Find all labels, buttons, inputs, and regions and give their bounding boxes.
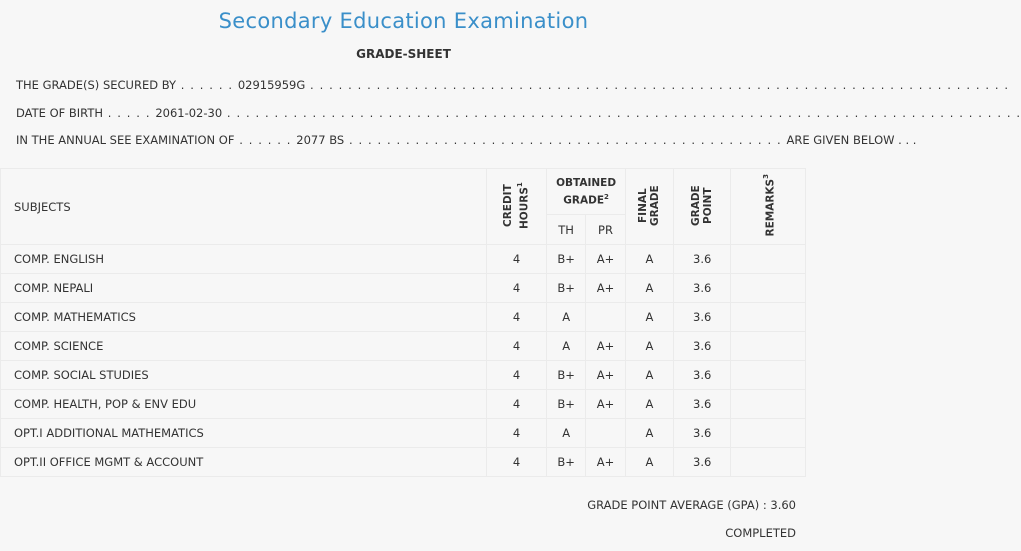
subject-cell: COMP. HEALTH, POP & ENV EDU xyxy=(1,390,487,419)
grade-point-header: GRADE POINT xyxy=(674,169,731,245)
remarks-cell xyxy=(731,448,806,477)
secured-by-line: THE GRADE(S) SECURED BY . . . . . . 02915959G . . . . . . . . . . . . . . . . . . . . . . . . . . . . . . . . . . . . . . . . . . . . . . . . . . . . . . . . . . . . . . . . . . . . . . . . . . xyxy=(16,78,1010,92)
final-grade-cell: A xyxy=(625,361,673,390)
practical-grade-cell: A+ xyxy=(586,390,626,419)
remarks-cell xyxy=(731,361,806,390)
pr-header: PR xyxy=(586,215,626,245)
practical-grade-cell xyxy=(586,419,626,448)
grade-table xyxy=(0,168,806,477)
final-grade-cell: A xyxy=(625,332,673,361)
final-grade-cell: A xyxy=(625,390,673,419)
date-of-birth-line: DATE OF BIRTH . . . . . 2061-02-30 . . . . . . . . . . . . . . . . . . . . . . . . . . . . . . . . . . . . . . . . . . . . . . . . . . . . . . . . . . . . . . . . . . . . . . . . . . . . . . . . . . . . xyxy=(16,106,1021,120)
obtained-grade-header: OBTAINED GRADE$^2$ xyxy=(547,169,626,215)
gpa-value: 3.60 xyxy=(770,498,796,512)
remarks-header: REMARKS$^3$ xyxy=(731,169,806,245)
final-grade-header: FINAL GRADE xyxy=(625,169,673,245)
table-row xyxy=(1,303,806,332)
theory-grade-cell: B+ xyxy=(547,390,586,419)
exam-label: IN THE ANNUAL SEE EXAMINATION OF xyxy=(16,133,235,147)
table-row xyxy=(1,245,806,274)
grade-point-cell: 3.6 xyxy=(674,303,731,332)
table-row xyxy=(1,448,806,477)
table-row xyxy=(1,390,806,419)
final-grade-cell: A xyxy=(625,274,673,303)
remarks-cell xyxy=(731,303,806,332)
practical-grade-cell: A+ xyxy=(586,448,626,477)
credit-hours-cell: 4 xyxy=(486,245,546,274)
subject-cell: COMP. NEPALI xyxy=(1,274,487,303)
exam-line: IN THE ANNUAL SEE EXAMINATION OF . . . . . . 2077 BS . . . . . . . . . . . . . . . . . . . . . . . . . . . . . . . . . . . . . . . . . . . . . . ARE GIVEN BELOW . . . xyxy=(16,133,917,147)
page-title: Secondary Education Examination xyxy=(218,9,589,33)
practical-grade-cell: A+ xyxy=(586,361,626,390)
credit-hours-header: CREDIT HOURS$^1$ xyxy=(486,169,546,245)
result-status: COMPLETED xyxy=(725,526,796,540)
credit-hours-cell: 4 xyxy=(486,448,546,477)
grade-point-cell: 3.6 xyxy=(674,332,731,361)
practical-grade-cell: A+ xyxy=(586,332,626,361)
grade-point-cell: 3.6 xyxy=(674,274,731,303)
credit-hours-cell: 4 xyxy=(486,332,546,361)
credit-hours-cell: 4 xyxy=(486,303,546,332)
practical-grade-cell: A+ xyxy=(586,245,626,274)
table-row xyxy=(1,332,806,361)
table-row xyxy=(1,274,806,303)
grade-point-cell: 3.6 xyxy=(674,390,731,419)
theory-grade-cell: B+ xyxy=(547,245,586,274)
final-grade-cell: A xyxy=(625,245,673,274)
remarks-cell xyxy=(731,274,806,303)
remarks-cell xyxy=(731,332,806,361)
remarks-cell xyxy=(731,245,806,274)
theory-grade-cell: A xyxy=(547,419,586,448)
grade-point-cell: 3.6 xyxy=(674,448,731,477)
practical-grade-cell: A+ xyxy=(586,274,626,303)
th-header: TH xyxy=(547,215,586,245)
exam-year: 2077 BS xyxy=(296,133,345,147)
secured-by-label: THE GRADE(S) SECURED BY xyxy=(16,78,177,92)
final-grade-cell: A xyxy=(625,303,673,332)
theory-grade-cell: A xyxy=(547,332,586,361)
grade-point-cell: 3.6 xyxy=(674,361,731,390)
dob-label: DATE OF BIRTH xyxy=(16,106,104,120)
subject-cell: OPT.II OFFICE MGMT & ACCOUNT xyxy=(1,448,487,477)
subject-cell: OPT.I ADDITIONAL MATHEMATICS xyxy=(1,419,487,448)
final-grade-cell: A xyxy=(625,448,673,477)
credit-hours-cell: 4 xyxy=(486,361,546,390)
subject-cell: COMP. MATHEMATICS xyxy=(1,303,487,332)
theory-grade-cell: B+ xyxy=(547,448,586,477)
grade-sheet-heading: GRADE-SHEET xyxy=(356,47,451,61)
theory-grade-cell: A xyxy=(547,303,586,332)
grade-point-cell: 3.6 xyxy=(674,245,731,274)
gpa-label: GRADE POINT AVERAGE (GPA) : xyxy=(587,498,767,512)
table-row xyxy=(1,419,806,448)
final-grade-cell: A xyxy=(625,419,673,448)
subjects-header: SUBJECTS xyxy=(1,169,487,245)
exam-suffix: ARE GIVEN BELOW . . . xyxy=(786,133,917,147)
gpa-summary xyxy=(587,498,796,512)
practical-grade-cell xyxy=(586,303,626,332)
remarks-cell xyxy=(731,390,806,419)
subject-cell: COMP. ENGLISH xyxy=(1,245,487,274)
credit-hours-cell: 4 xyxy=(486,419,546,448)
symbol-number: 02915959G xyxy=(237,78,306,92)
dob-value: 2061-02-30 xyxy=(155,106,223,120)
subject-cell: COMP. SCIENCE xyxy=(1,332,487,361)
subject-cell: COMP. SOCIAL STUDIES xyxy=(1,361,487,390)
table-row xyxy=(1,361,806,390)
theory-grade-cell: B+ xyxy=(547,274,586,303)
credit-hours-cell: 4 xyxy=(486,274,546,303)
grade-point-cell: 3.6 xyxy=(674,419,731,448)
theory-grade-cell: B+ xyxy=(547,361,586,390)
credit-hours-cell: 4 xyxy=(486,390,546,419)
remarks-cell xyxy=(731,419,806,448)
